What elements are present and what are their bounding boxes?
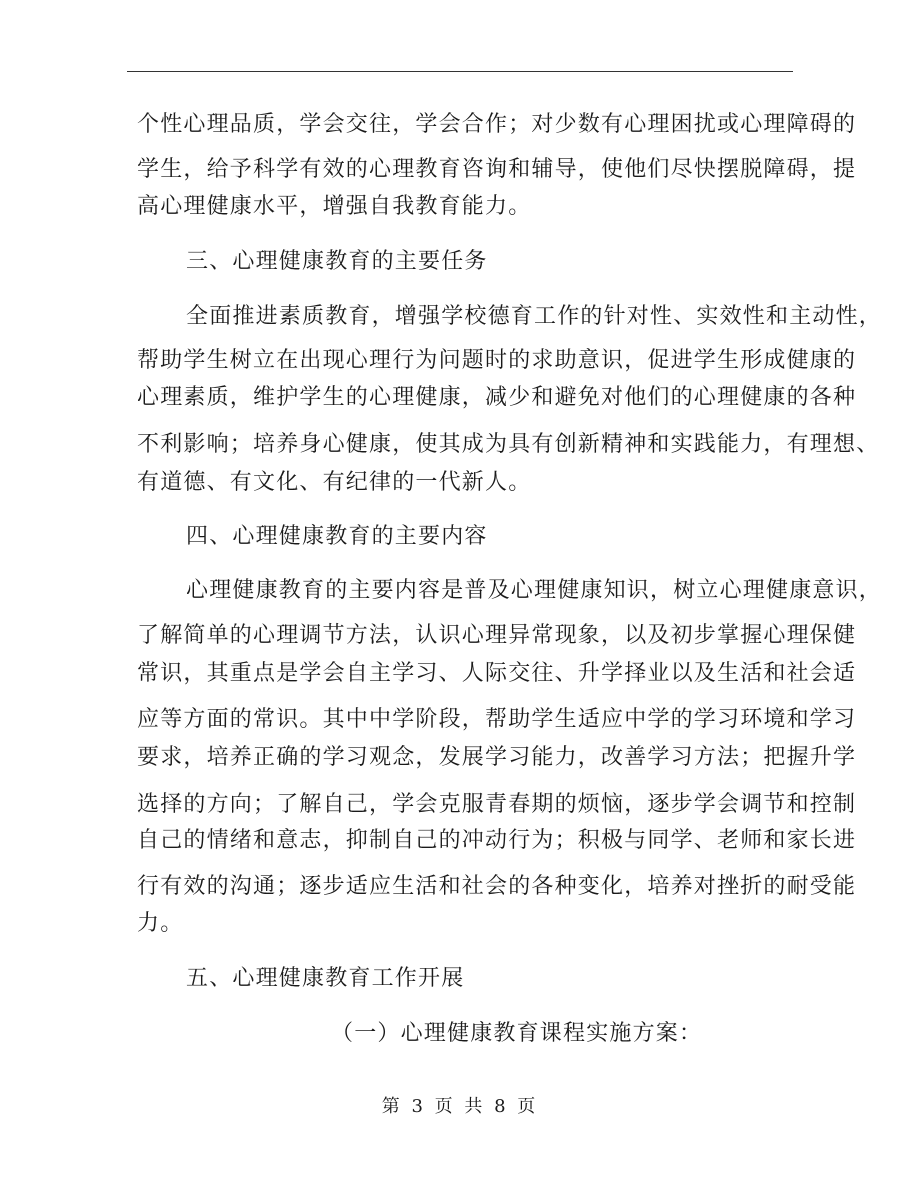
- text-line: 个性心理品质，学会交往，学会合作；对少数有心理困扰或心理障碍的: [137, 112, 857, 137]
- header-rule: [127, 71, 793, 72]
- text-line: 了解简单的心理调节方法，认识心理异常现象，以及初步掌握心理保健: [137, 623, 857, 648]
- text-line: 高心理健康水平，增强自我教育能力。: [137, 194, 532, 219]
- subsection-heading: （一）心理健康教育课程实施方案：: [331, 1021, 703, 1046]
- section-heading: 四、心理健康教育的主要内容: [186, 524, 488, 549]
- text-line: 要求，培养正确的学习观念，发展学习能力，改善学习方法；把握升学: [137, 745, 857, 770]
- text-line: 学生，给予科学有效的心理教育咨询和辅导，使他们尽快摆脱障碍，提: [137, 157, 857, 182]
- text-line: 选择的方向；了解自己，学会克服青春期的烦恼，逐步学会调节和控制: [137, 792, 857, 817]
- text-line: 不利影响；培养身心健康，使其成为具有创新精神和实践能力，有理想、: [137, 432, 880, 457]
- section-heading: 五、心理健康教育工作开展: [186, 966, 465, 991]
- text-line: 常识，其重点是学会自主学习、人际交往、升学择业以及生活和社会适: [137, 661, 857, 686]
- text-line: 全面推进素质教育，增强学校德育工作的针对性、实效性和主动性，: [186, 304, 883, 329]
- text-line: 自己的情绪和意志，抑制自己的冲动行为；积极与同学、老师和家长进: [137, 828, 857, 853]
- page-number: 第 3 页 共 8 页: [381, 1096, 539, 1117]
- text-line: 心理素质，维护学生的心理健康，减少和避免对他们的心理健康的各种: [137, 385, 857, 410]
- section-heading: 三、心理健康教育的主要任务: [186, 249, 488, 274]
- text-line: 心理健康教育的主要内容是普及心理健康知识，树立心理健康意识，: [186, 578, 883, 603]
- text-line: 行有效的沟通；逐步适应生活和社会的各种变化，培养对挫折的耐受能: [137, 874, 857, 899]
- text-line: 应等方面的常识。其中中学阶段，帮助学生适应中学的学习环境和学习: [137, 707, 857, 732]
- text-line: 有道德、有文化、有纪律的一代新人。: [137, 470, 532, 495]
- text-line: 力。: [137, 911, 184, 936]
- text-line: 帮助学生树立在出现心理行为问题时的求助意识，促进学生形成健康的: [137, 348, 857, 373]
